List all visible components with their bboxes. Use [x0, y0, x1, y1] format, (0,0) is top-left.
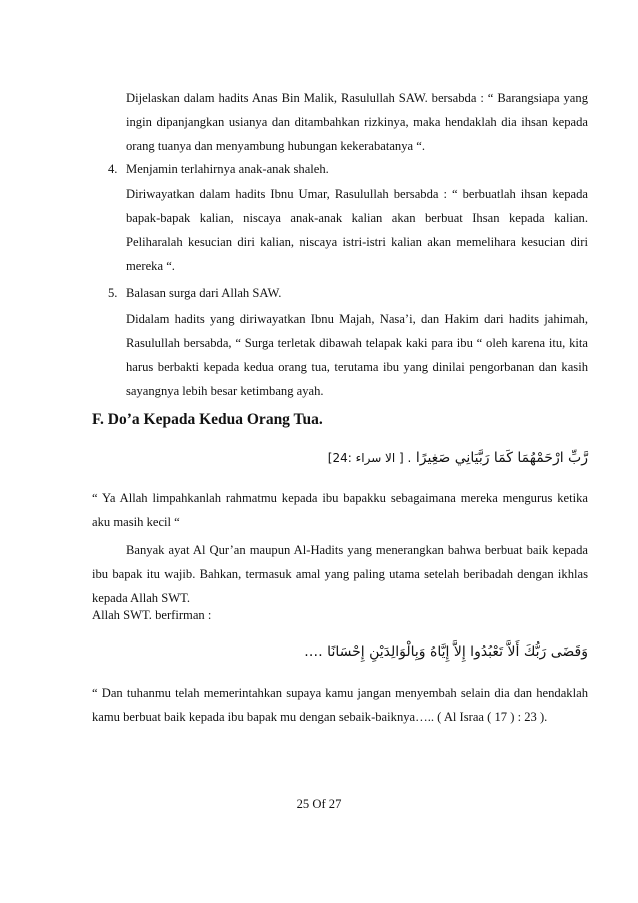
translation-paragraph-2: “ Dan tuhanmu telah memerintahkan supaya kamu jangan menyembah selain dia dan hendaklah kamu berbuat baik kepada ibu bapak mu dengan sebaik-baiknya….. ( Al Israa ( 17 ) : 23 ). [92, 686, 588, 724]
body-paragraph: Banyak ayat Al Qur’an maupun Al-Hadits yang menerangkan bahwa berbuat baik kepada ibu bapak itu wajib. Bahkan, termasuk amal yang paling utama setelah beribadah dengan ikhlas kepada Allah SWT. [92, 543, 588, 605]
list-item-5-title: Balasan surga dari Allah SAW. [126, 286, 282, 300]
section-heading: F. Do’a Kepada Kedua Orang Tua. [92, 411, 323, 428]
arabic-verse-text: رَّبِّ ارْحَمْهُمَا كَمَا رَبَّيَانِي صَغِيرًا [415, 450, 588, 466]
list-item-4-title: Menjamin terlahirnya anak-anak shaleh. [126, 162, 329, 176]
list-item-4 [108, 157, 588, 181]
list-item-5 [108, 281, 588, 305]
list-number-4: 4. [108, 162, 118, 176]
paragraph-ibnu-umar: Diriwayatkan dalam hadits Ibnu Umar, Rasulullah bersabda : “ berbuatlah ihsan kepada bapak-bapak kalian, niscaya anak-anak kalian akan berbuat Ihsan kepada kalian. Peliharalah kesucian diri kalian, niscaya istri-istri kalian akan memelihara kesucian diri mereka “. [126, 187, 588, 273]
arabic-verse-reference: . [ الا سراء :24] [327, 451, 412, 465]
page-number: 25 Of 27 [296, 797, 342, 811]
translation-paragraph: “ Ya Allah limpahkanlah rahmatmu kepada ibu bapakku sebagaimana mereka mengurus ketika aku masih kecil “ [92, 491, 588, 529]
firman-intro: Allah SWT. berfirman : [92, 608, 212, 622]
paragraph-ibnu-majah: Didalam hadits yang diriwayatkan Ibnu Majah, Nasa’i, dan Hakim dari hadits jahimah, Rasulullah bersabda, “ Surga terletak dibawah telapak kaki para ibu “ oleh karena itu, kita harus berbakti kepada kedua orang tua, terutama ibu yang dinilai pengorbanan dan kasih sayangnya lebih besar ketimbang ayah. [126, 312, 588, 398]
paragraph-anas-bin-malik: Dijelaskan dalam hadits Anas Bin Malik, Rasulullah SAW. bersabda : “ Barangsiapa yang ingin dipanjangkan usianya dan ditambahkan rizkinya, maka hendaklah dia ihsan kepada orang tuanya dan menyambung hubungan kekerabatanya “. [126, 91, 588, 153]
list-number-5: 5. [108, 286, 118, 300]
arabic-verse-isra-24 [328, 450, 588, 466]
arabic-verse-isra-23: وَقَضَى رَبُّكَ أَلاَّ تَعْبُدُوا إِلاَّ إِيَّاهُ وَبِالْوَالِدَيْنِ إِحْسَانًا …. [304, 644, 588, 660]
